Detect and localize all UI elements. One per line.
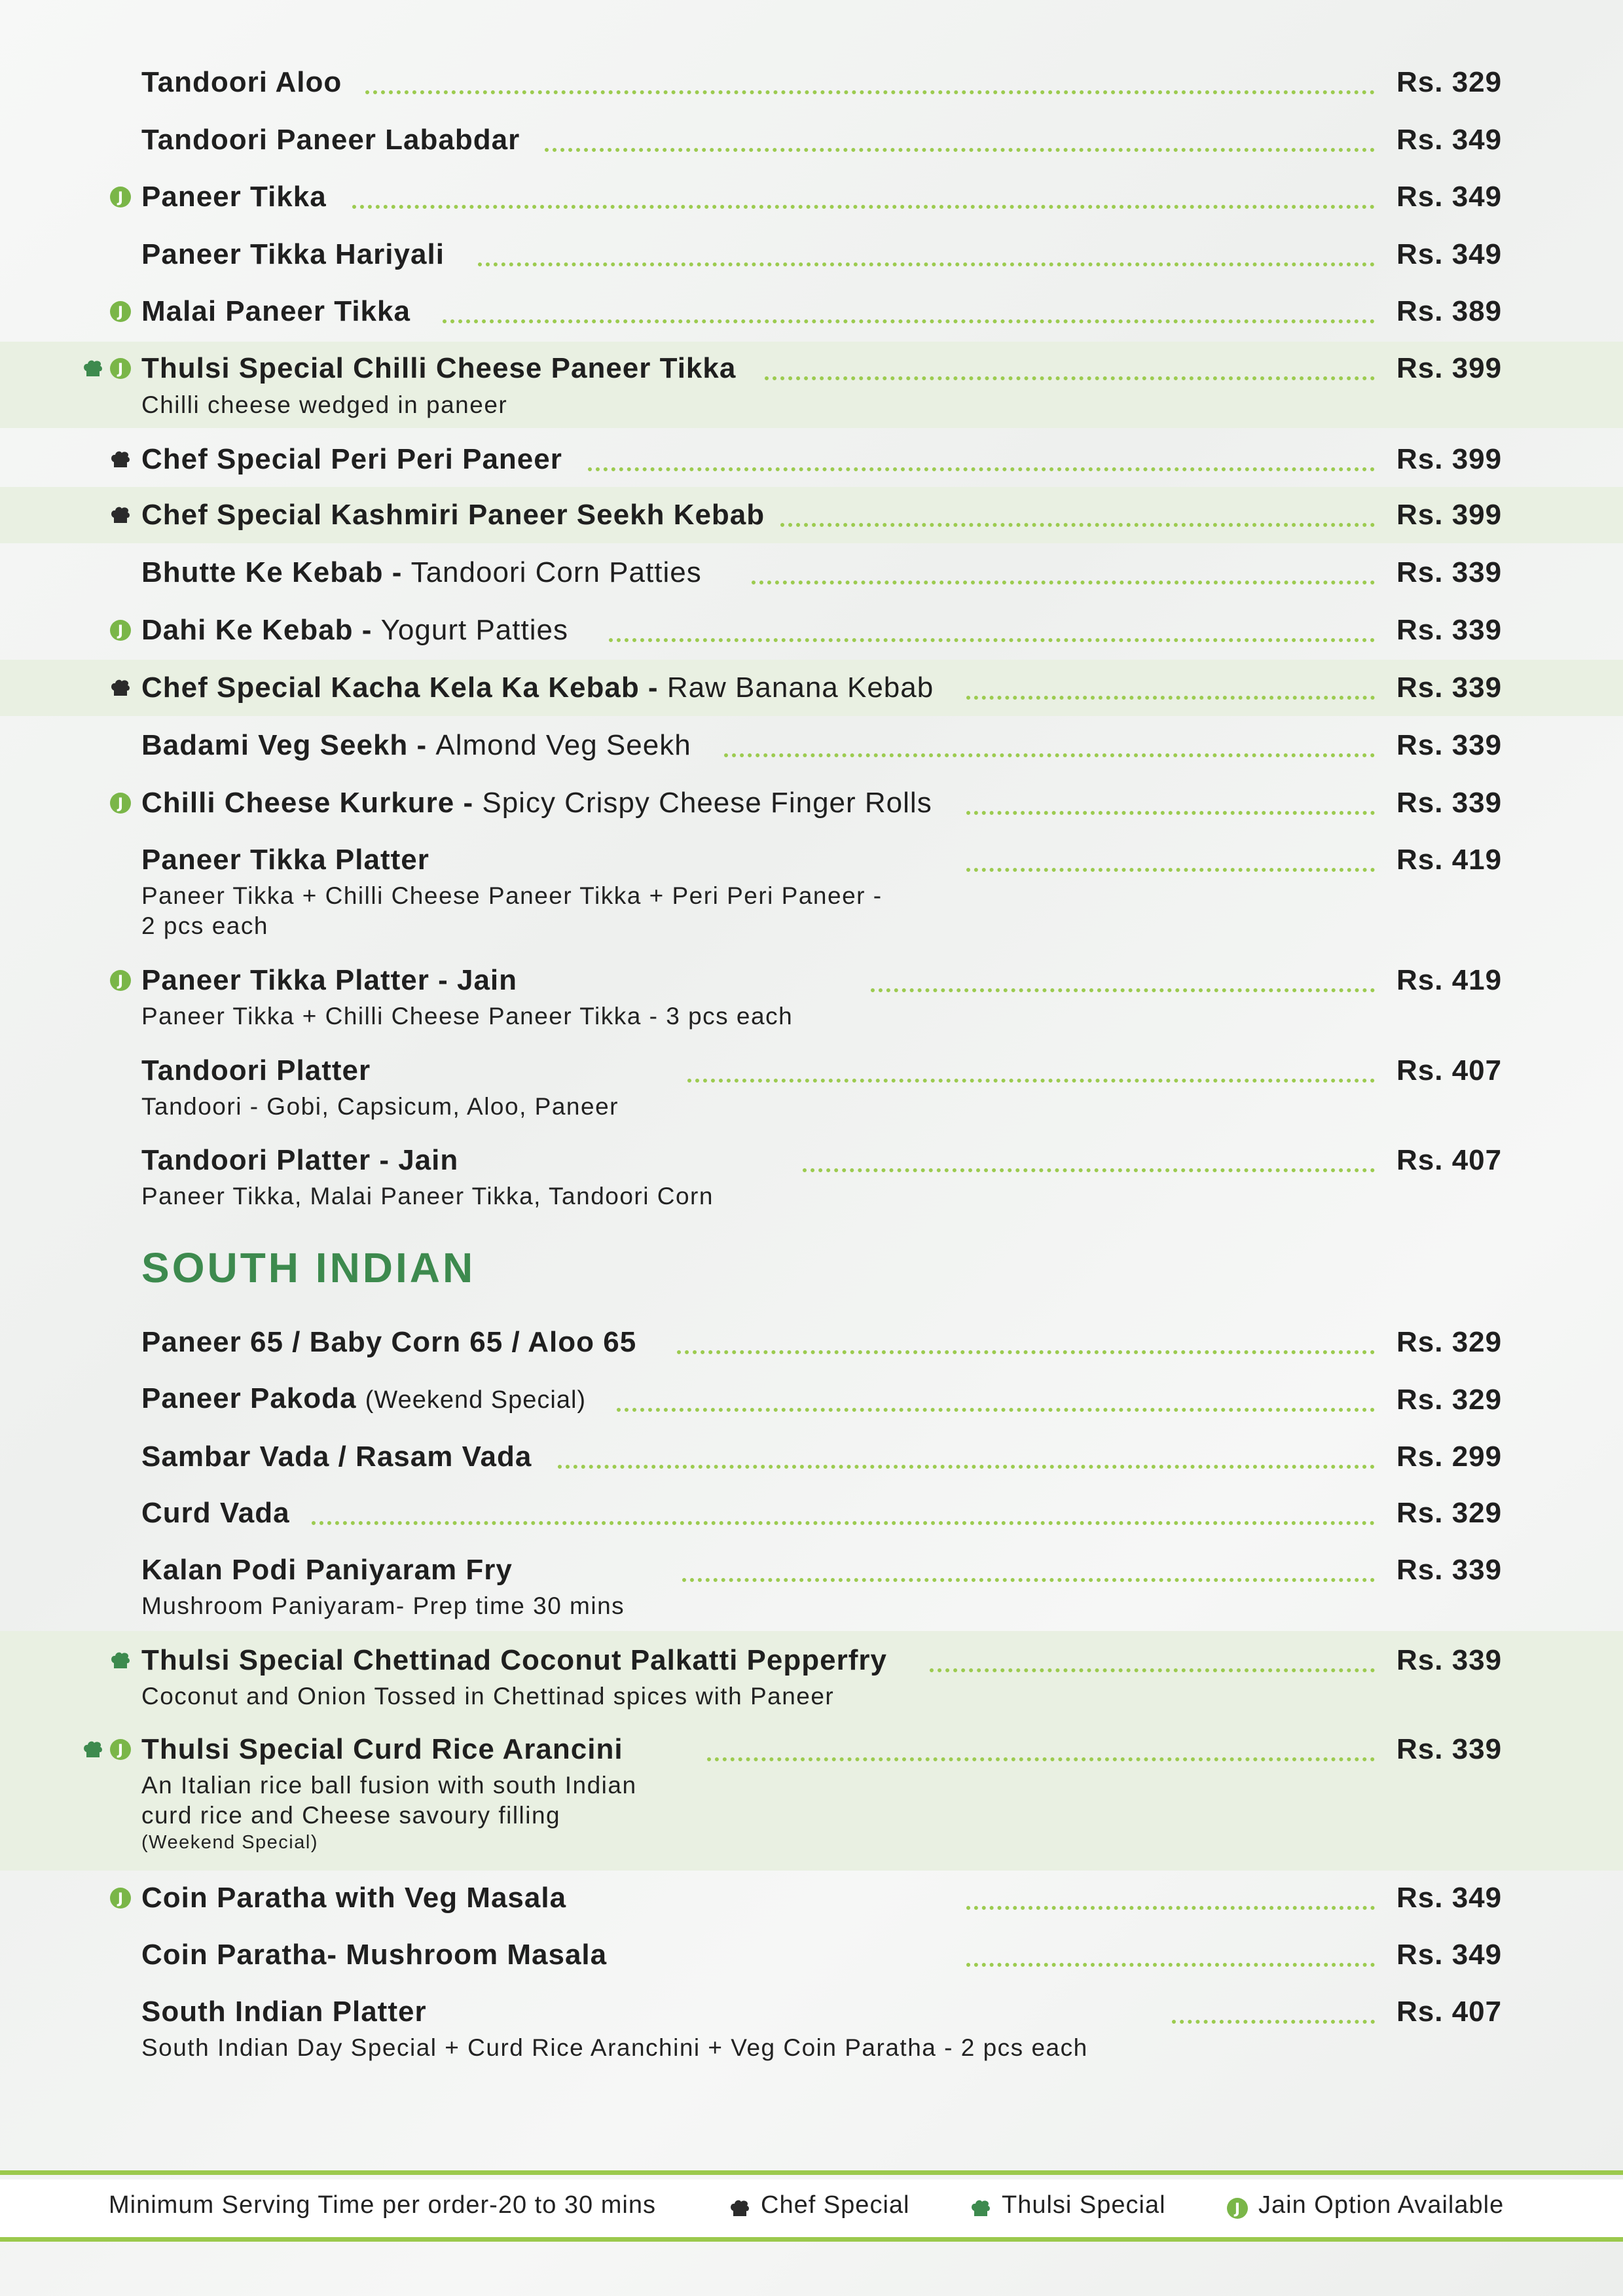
menu-item bbox=[0, 726, 1623, 765]
item-price: Rs. 419 bbox=[1396, 964, 1503, 996]
menu-item bbox=[0, 1992, 1623, 2071]
menu-item bbox=[0, 1551, 1623, 1629]
leader-dots bbox=[966, 1963, 1375, 1967]
svg-text:J: J bbox=[1234, 2201, 1241, 2217]
jain-icon bbox=[109, 791, 132, 815]
item-name: Chef Special Kashmiri Paneer Seekh Kebab bbox=[141, 499, 765, 531]
menu-item bbox=[0, 1323, 1623, 1362]
item-name: Paneer Tikka Platter - Jain bbox=[141, 964, 518, 996]
item-description: 2 pcs each bbox=[141, 912, 268, 939]
menu-item bbox=[0, 1494, 1623, 1533]
item-name: Tandoori Paneer Lababdar bbox=[141, 124, 520, 156]
footer-top-rule bbox=[0, 2170, 1623, 2175]
item-name: South Indian Platter bbox=[141, 1996, 427, 2028]
item-name: Curd Vada bbox=[141, 1497, 290, 1529]
item-price: Rs. 299 bbox=[1396, 1441, 1503, 1473]
chef-special-icon bbox=[728, 2197, 752, 2220]
item-price: Rs. 407 bbox=[1396, 1054, 1503, 1086]
item-name-main: Badami Veg Seekh - bbox=[141, 729, 436, 761]
leader-dots bbox=[352, 205, 1375, 209]
svg-text:J: J bbox=[117, 361, 124, 378]
menu-item bbox=[0, 1437, 1623, 1477]
item-price: Rs. 339 bbox=[1396, 1644, 1503, 1676]
item-name bbox=[141, 611, 568, 650]
legend-thulsi-special: Thulsi Special bbox=[1002, 2191, 1166, 2219]
leader-dots bbox=[588, 467, 1375, 471]
leader-dots bbox=[966, 811, 1375, 815]
item-description: curd rice and Cheese savoury filling bbox=[141, 1802, 561, 1829]
svg-text:J: J bbox=[117, 973, 124, 990]
item-price: Rs. 329 bbox=[1396, 1497, 1503, 1529]
leader-dots bbox=[443, 319, 1375, 323]
leader-dots bbox=[478, 262, 1375, 266]
leader-dots bbox=[609, 638, 1375, 642]
item-name: Coin Paratha with Veg Masala bbox=[141, 1882, 567, 1914]
item-name: Paneer Tikka bbox=[141, 181, 327, 213]
menu-item bbox=[0, 1878, 1623, 1918]
leader-dots bbox=[752, 581, 1375, 584]
item-price: Rs. 389 bbox=[1396, 295, 1503, 327]
item-price: Rs. 349 bbox=[1396, 181, 1503, 213]
chef-special-icon bbox=[109, 503, 132, 527]
item-description: Chilli cheese wedged in paneer bbox=[141, 391, 508, 418]
leader-dots bbox=[365, 90, 1375, 94]
leader-dots bbox=[545, 148, 1375, 152]
item-name-main: Bhutte Ke Kebab - bbox=[141, 556, 411, 588]
item-price: Rs. 349 bbox=[1396, 1882, 1503, 1914]
jain-icon bbox=[109, 1886, 132, 1910]
leader-dots bbox=[765, 376, 1375, 380]
item-price: Rs. 339 bbox=[1396, 729, 1503, 761]
item-description: South Indian Day Special + Curd Rice Aranchini + Veg Coin Paratha - 2 pcs each bbox=[141, 2034, 1088, 2061]
item-price: Rs. 399 bbox=[1396, 443, 1503, 475]
item-description: Coconut and Onion Tossed in Chettinad spices with Paneer bbox=[141, 1683, 835, 1710]
item-name: Paneer Tikka Hariyali bbox=[141, 238, 445, 270]
item-price: Rs. 349 bbox=[1396, 124, 1503, 156]
item-price: Rs. 407 bbox=[1396, 1996, 1503, 2028]
jain-icon bbox=[109, 619, 132, 642]
item-name: Coin Paratha- Mushroom Masala bbox=[141, 1939, 608, 1971]
leader-dots bbox=[682, 1578, 1375, 1582]
item-name-sub: Spicy Crispy Cheese Finger Rolls bbox=[482, 787, 932, 819]
item-name bbox=[141, 668, 934, 708]
footer-legend bbox=[0, 2179, 1623, 2237]
leader-dots bbox=[871, 988, 1375, 992]
legend-jain-option: Jain Option Available bbox=[1258, 2191, 1504, 2219]
item-price: Rs. 349 bbox=[1396, 238, 1503, 270]
item-price: Rs. 339 bbox=[1396, 1554, 1503, 1586]
item-name-sub: Raw Banana Kebab bbox=[666, 672, 934, 704]
leader-dots bbox=[617, 1408, 1375, 1412]
svg-text:J: J bbox=[117, 1742, 124, 1759]
item-description: Tandoori - Gobi, Capsicum, Aloo, Paneer bbox=[141, 1093, 619, 1120]
item-name-sub: Yogurt Patties bbox=[380, 614, 568, 646]
leader-dots bbox=[966, 1906, 1375, 1910]
item-name-main: Chef Special Kacha Kela Ka Kebab - bbox=[141, 672, 667, 704]
jain-icon bbox=[109, 300, 132, 323]
leader-dots bbox=[966, 868, 1375, 872]
leader-dots bbox=[803, 1168, 1375, 1172]
thulsi-special-icon bbox=[969, 2197, 993, 2220]
jain-icon bbox=[109, 1738, 132, 1761]
menu-item bbox=[0, 235, 1623, 274]
item-name-note: (Weekend Special) bbox=[365, 1386, 587, 1414]
svg-text:J: J bbox=[117, 304, 124, 321]
menu-item bbox=[0, 1935, 1623, 1975]
item-name: Tandoori Platter bbox=[141, 1054, 371, 1086]
item-name bbox=[141, 783, 932, 823]
item-description: Paneer Tikka + Chilli Cheese Paneer Tikka + Peri Peri Paneer - bbox=[141, 882, 883, 909]
item-price: Rs. 339 bbox=[1396, 1733, 1503, 1765]
menu-item bbox=[0, 553, 1623, 592]
leader-dots bbox=[966, 696, 1375, 700]
leader-dots bbox=[677, 1350, 1375, 1354]
item-name: Thulsi Special Curd Rice Arancini bbox=[141, 1733, 623, 1765]
jain-icon bbox=[1226, 2197, 1249, 2220]
item-name: Chef Special Peri Peri Paneer bbox=[141, 443, 562, 475]
item-description: Mushroom Paniyaram- Prep time 30 mins bbox=[141, 1592, 625, 1619]
item-price: Rs. 349 bbox=[1396, 1939, 1503, 1971]
jain-icon bbox=[109, 969, 132, 992]
menu-item-highlighted bbox=[0, 660, 1623, 716]
item-name: Tandoori Platter - Jain bbox=[141, 1144, 459, 1176]
item-name: Malai Paneer Tikka bbox=[141, 295, 410, 327]
leader-dots bbox=[558, 1465, 1375, 1469]
menu-item bbox=[0, 63, 1623, 102]
leader-dots bbox=[1172, 2020, 1375, 2024]
menu-item bbox=[0, 783, 1623, 823]
item-name-main: Chilli Cheese Kurkure - bbox=[141, 787, 483, 819]
item-name-main: Paneer Pakoda bbox=[141, 1382, 365, 1414]
menu-item bbox=[0, 1380, 1623, 1420]
menu-item bbox=[0, 1051, 1623, 1130]
item-name: Paneer Tikka Platter bbox=[141, 844, 429, 876]
item-price: Rs. 399 bbox=[1396, 352, 1503, 384]
menu-item bbox=[0, 292, 1623, 331]
item-name bbox=[141, 553, 702, 592]
item-name: Paneer 65 / Baby Corn 65 / Aloo 65 bbox=[141, 1326, 637, 1358]
thulsi-special-icon bbox=[109, 1649, 132, 1672]
thulsi-special-icon bbox=[81, 1738, 105, 1761]
item-name bbox=[141, 726, 691, 765]
section-title-south-indian: SOUTH INDIAN bbox=[141, 1244, 476, 1291]
leader-dots bbox=[724, 753, 1375, 757]
leader-dots bbox=[312, 1521, 1375, 1525]
leader-dots bbox=[707, 1757, 1375, 1761]
item-price: Rs. 329 bbox=[1396, 1326, 1503, 1358]
item-name: Sambar Vada / Rasam Vada bbox=[141, 1441, 532, 1473]
item-price: Rs. 407 bbox=[1396, 1144, 1503, 1176]
item-price: Rs. 339 bbox=[1396, 556, 1503, 588]
menu-item bbox=[0, 177, 1623, 217]
item-description: Paneer Tikka + Chilli Cheese Paneer Tikka - 3 pcs each bbox=[141, 1003, 793, 1030]
item-name bbox=[141, 1379, 586, 1420]
item-price: Rs. 339 bbox=[1396, 672, 1503, 704]
menu-item bbox=[0, 1141, 1623, 1219]
svg-text:J: J bbox=[117, 1891, 124, 1907]
item-description-note: (Weekend Special) bbox=[141, 1832, 318, 1853]
menu-item bbox=[0, 840, 1623, 945]
item-price: Rs. 329 bbox=[1396, 66, 1503, 98]
menu-item-highlighted bbox=[0, 487, 1623, 543]
jain-icon bbox=[109, 357, 132, 380]
item-name-sub: Tandoori Corn Patties bbox=[410, 556, 702, 588]
legend-chef-special: Chef Special bbox=[761, 2191, 910, 2219]
menu-item bbox=[0, 611, 1623, 650]
thulsi-special-icon bbox=[81, 357, 105, 380]
chef-special-icon bbox=[109, 448, 132, 471]
jain-icon bbox=[109, 185, 132, 209]
item-name: Tandoori Aloo bbox=[141, 66, 342, 98]
item-description: An Italian rice ball fusion with south Indian bbox=[141, 1772, 637, 1799]
item-price: Rs. 339 bbox=[1396, 614, 1503, 646]
chef-special-icon bbox=[109, 676, 132, 700]
item-name-main: Dahi Ke Kebab - bbox=[141, 614, 381, 646]
serving-time-note: Minimum Serving Time per order-20 to 30 mins bbox=[109, 2191, 656, 2219]
leader-dots bbox=[930, 1668, 1375, 1672]
item-price: Rs. 399 bbox=[1396, 499, 1503, 531]
menu-item bbox=[0, 961, 1623, 1039]
leader-dots bbox=[780, 523, 1375, 527]
svg-text:J: J bbox=[117, 623, 124, 639]
item-description: Paneer Tikka, Malai Paneer Tikka, Tandoori Corn bbox=[141, 1183, 714, 1210]
leader-dots bbox=[687, 1079, 1375, 1083]
item-price: Rs. 329 bbox=[1396, 1384, 1503, 1416]
item-price: Rs. 339 bbox=[1396, 787, 1503, 819]
item-name: Kalan Podi Paniyaram Fry bbox=[141, 1554, 513, 1586]
item-name: Thulsi Special Chilli Cheese Paneer Tikka bbox=[141, 352, 737, 384]
svg-text:J: J bbox=[117, 796, 124, 812]
menu-item bbox=[0, 440, 1623, 479]
item-name-sub: Almond Veg Seekh bbox=[435, 729, 691, 761]
menu-item-highlighted bbox=[0, 342, 1623, 428]
menu-item bbox=[0, 120, 1623, 160]
menu-item-highlighted bbox=[0, 1631, 1623, 1871]
svg-text:J: J bbox=[117, 190, 124, 206]
footer-bottom-rule bbox=[0, 2237, 1623, 2242]
item-name: Thulsi Special Chettinad Coconut Palkatti Pepperfry bbox=[141, 1644, 887, 1676]
item-price: Rs. 419 bbox=[1396, 844, 1503, 876]
